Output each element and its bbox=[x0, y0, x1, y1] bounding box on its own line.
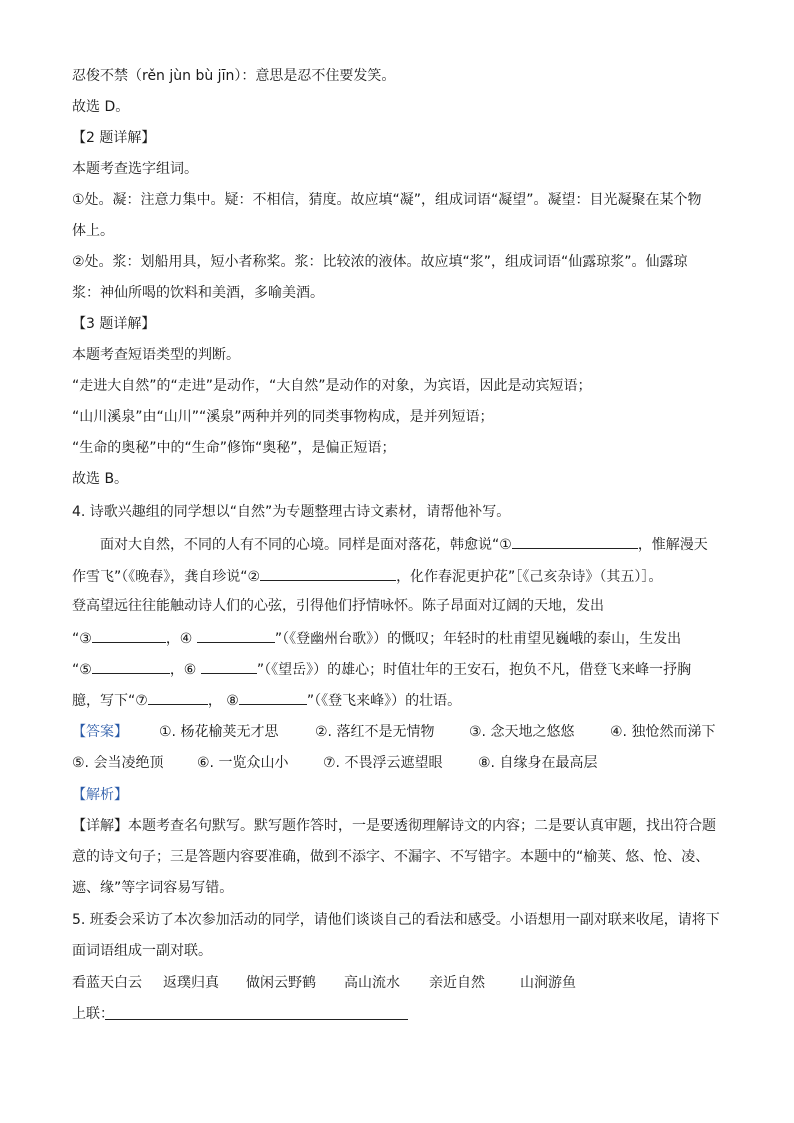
text-line: ①处。凝：注意力集中。疑：不相信，猜度。故应填“凝”，组成词语“凝望”。凝望：目光凝聚在某个物 bbox=[72, 192, 702, 208]
q4-line: 登高望远往往能触动诗人们的心弦，引得他们抒情咏怀。陈子昂面对辽阔的天地，发出 bbox=[72, 598, 604, 614]
text-line: “生命的奥秘”中的“生命”修饰“奥秘”，是偏正短语； bbox=[72, 440, 396, 456]
section-heading: 【2 题详解】 bbox=[72, 130, 156, 146]
word-option: 高山流水 bbox=[344, 975, 400, 991]
question-4-stem: 4. 诗歌兴趣组的同学想以“自然”为专题整理古诗文素材，请帮他补写。 bbox=[72, 504, 511, 520]
answer-blank[interactable] bbox=[92, 627, 166, 643]
q4-line: 面对大自然，不同的人有不同的心境。同样是面对落花，韩愈说“① ，惟解漫天 bbox=[100, 533, 708, 555]
question-5-stem: 5. 班委会采访了本次参加活动的同学，请他们谈谈自己的看法和感受。小语想用一副对联来收尾，请将下 bbox=[72, 912, 720, 928]
answer-blank[interactable] bbox=[92, 658, 170, 674]
section-heading: 【3 题详解】 bbox=[72, 316, 156, 332]
word-option: 亲近自然 bbox=[429, 975, 485, 991]
answer-blank[interactable] bbox=[197, 627, 275, 643]
analysis-line: 意的诗文句子；三是答题内容要准确，做到不添字、不漏字、不写错字。本题中的“榆荚、悠、怆、凌、 bbox=[72, 849, 710, 865]
answer-blank[interactable] bbox=[201, 658, 257, 674]
answer-item: ②. 落红不是无情物 bbox=[315, 724, 435, 740]
text-line: “走进大自然”的“走进”是动作，“大自然”是动作的对象，为宾语，因此是动宾短语； bbox=[72, 378, 592, 394]
answer-blank[interactable] bbox=[512, 533, 638, 549]
text-line: 故选 D。 bbox=[72, 99, 130, 115]
text-line: 故选 B。 bbox=[72, 471, 129, 487]
answer-item: ⑤. 会当凌绝顶 bbox=[72, 755, 164, 771]
question-5-stem: 面词语组成一副对联。 bbox=[72, 943, 212, 959]
upper-couplet-blank[interactable] bbox=[105, 1019, 408, 1020]
text-line: 本题考查短语类型的判断。 bbox=[72, 347, 240, 363]
answer-item: ⑧. 自缘身在最高层 bbox=[478, 755, 598, 771]
text-line: “山川溪泉”由“山川”“溪泉”两种并列的同类事物构成，是并列短语； bbox=[72, 409, 494, 425]
answer-item: ④. 独怆然而涕下 bbox=[610, 724, 716, 740]
answer-tag: 【答案】 bbox=[72, 724, 128, 740]
word-option: 做闲云野鹤 bbox=[246, 975, 316, 991]
text-line: 浆：神仙所喝的饮料和美酒，多喻美酒。 bbox=[72, 285, 324, 301]
upper-couplet-label: 上联： bbox=[72, 1006, 114, 1022]
q4-line: “③ ，④ ”（《登幽州台歌》）的慨叹；年轻时的杜甫望见巍峨的泰山，生发出 bbox=[72, 627, 681, 649]
word-option: 返璞归真 bbox=[163, 975, 219, 991]
answer-item: ⑥. 一览众山小 bbox=[197, 755, 289, 771]
answer-blank[interactable] bbox=[239, 689, 307, 705]
analysis-line: 遮、缘”等字词容易写错。 bbox=[72, 880, 234, 896]
answer-item: ③. 念天地之悠悠 bbox=[469, 724, 575, 740]
word-option: 看蓝天白云 bbox=[72, 975, 142, 991]
analysis-tag: 【解析】 bbox=[72, 787, 128, 803]
answer-blank[interactable] bbox=[148, 689, 208, 705]
text-line: ②处。浆：划船用具，短小者称桨。浆：比较浓的液体。故应填“浆”，组成词语“仙露琼浆”。仙露琼 bbox=[72, 254, 688, 270]
text-line: 本题考查选字组词。 bbox=[72, 161, 198, 177]
q4-line: 臆，写下“⑦ ， ⑧ ”（《登飞来峰》）的壮语。 bbox=[72, 689, 461, 711]
analysis-line: 【详解】本题考查名句默写。默写题作答时，一是要透彻理解诗文的内容；二是要认真审题，找出符合题 bbox=[72, 818, 716, 834]
q4-line: “⑤ ，⑥ ”（《望岳》）的雄心；时值壮年的王安石，抱负不凡，借登飞来峰一抒胸 bbox=[72, 658, 691, 680]
word-option: 山涧游鱼 bbox=[520, 975, 576, 991]
text-line: 忍俊不禁（rěn jùn bù jīn）：意思是忍不住要发笑。 bbox=[72, 68, 396, 84]
text-line: 体上。 bbox=[72, 223, 114, 239]
q4-line: 作雪飞”（《晚春》，龚自珍说“② ，化作春泥更护花”［《己亥杂诗》（其五）］。 bbox=[72, 565, 662, 587]
answer-item: ①. 杨花榆荚无才思 bbox=[159, 724, 279, 740]
answer-item: ⑦. 不畏浮云遮望眼 bbox=[323, 755, 443, 771]
answer-blank[interactable] bbox=[260, 565, 396, 581]
